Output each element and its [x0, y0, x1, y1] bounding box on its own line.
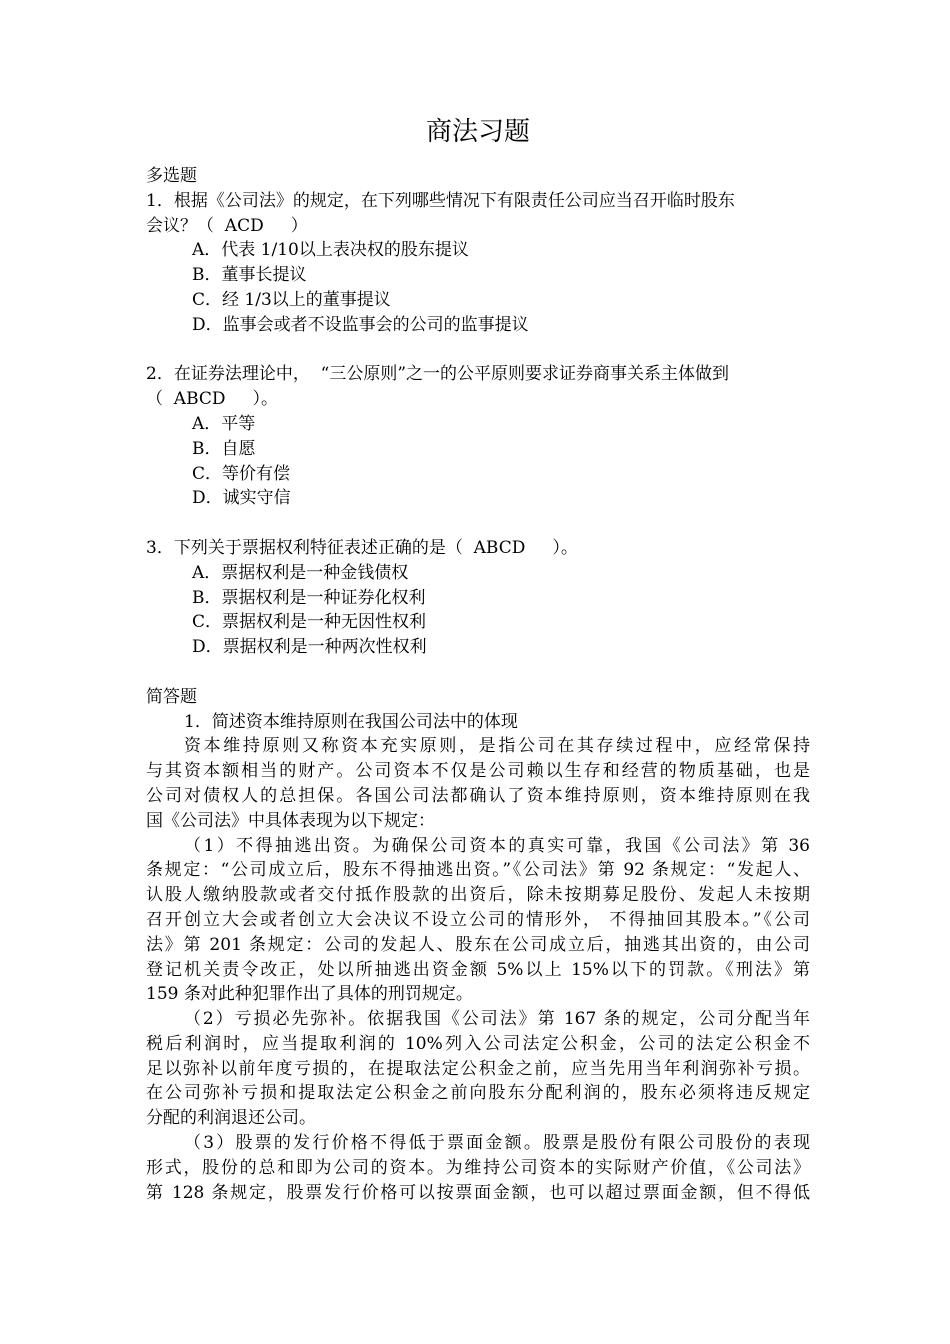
- answer-point-1-line: 条规定：“公司成立后，股东不得抽逃出资。”《公司法》第 92 条规定：“发起人、: [146, 860, 810, 881]
- question-1-option-b: B．董事长提议: [192, 265, 307, 286]
- answer-intro-line: 国《公司法》中具体表现为以下规定：: [146, 810, 435, 831]
- answer-intro-line: 与其资本额相当的财产。公司资本不仅是公司赖以生存和经营的物质基础，也是: [146, 761, 810, 782]
- question-2-option-c: C．等价有偿: [192, 463, 291, 484]
- question-2-stem: 2．在证券法理论中， “三公原则”之一的公平原则要求证券商事关系主体做到: [146, 364, 730, 385]
- question-1-stem-cont: 会议？（ ACD ）: [146, 215, 308, 236]
- question-2-option-b: B．自愿: [192, 438, 256, 459]
- answer-point-2-line: 税后利润时，应当提取利润的 10%列入公司法定公积金，公司的法定公积金不: [146, 1033, 810, 1054]
- question-2-option-a: A．平等: [192, 413, 256, 434]
- answer-point-2-line: （2）亏损必先弥补。依据我国《公司法》第 167 条的规定，公司分配当年: [184, 1009, 810, 1030]
- answer-intro-line: 公司对债权人的总担保。各国公司法都确认了资本维持原则，资本维持原则在我: [146, 785, 810, 806]
- question-1-option-c: C．经 1/3以上的董事提议: [192, 289, 391, 310]
- answer-point-1-line: 认股人缴纳股款或者交付抵作股款的出资后，除未按期募足股份、发起人未按期: [146, 885, 810, 906]
- answer-point-2-line: 足以弥补以前年度亏损的，在提取法定公积金之前，应当先用当年利润弥补亏损。: [146, 1058, 810, 1079]
- answer-point-3-line: 第 128 条规定，股票发行价格可以按票面金额，也可以超过票面金额，但不得低: [146, 1182, 810, 1203]
- answer-point-1-line: 召开创立大会或者创立大会决议不设立公司的情形外， 不得抽回其股本。”《公司: [146, 909, 810, 930]
- spacer: [146, 338, 810, 363]
- question-3-option-d: D．票据权利是一种两次性权利: [192, 637, 427, 658]
- question-1-stem: 1．根据《公司法》的规定，在下列哪些情况下有限责任公司应当召开临时股东: [146, 190, 735, 211]
- question-3-stem: 3．下列关于票据权利特征表述正确的是（ ABCD ）。: [146, 537, 578, 558]
- question-2-option-d: D．诚实守信: [192, 488, 291, 509]
- answer-point-2-line: 在公司弥补亏损和提取法定公积金之前向股东分配利润的，股东必须将违反规定: [146, 1083, 810, 1104]
- question-1-option-a: A．代表 1/10以上表决权的股东提议: [192, 240, 469, 261]
- short-answer-1-question: 1．简述资本维持原则在我国公司法中的体现: [184, 711, 518, 732]
- page-title: 商法习题: [425, 117, 530, 147]
- answer-point-1-line: （1）不得抽逃出资。为确保公司资本的真实可靠，我国《公司法》第 36: [184, 835, 810, 856]
- document-page: [146, 112, 810, 1205]
- section-heading-short-answer: 简答题: [146, 686, 197, 707]
- question-1-option-d: D．监事会或者不设监事会的公司的监事提议: [192, 314, 529, 335]
- question-3-option-a: A．票据权利是一种金钱债权: [192, 562, 409, 583]
- question-3-option-b: B．票据权利是一种证券化权利: [192, 587, 426, 608]
- answer-point-2-line: 分配的利润退还公司。: [146, 1108, 316, 1129]
- answer-point-1-line: 法》第 201 条规定：公司的发起人、股东在公司成立后，抽逃其出资的，由公司: [146, 934, 810, 955]
- answer-intro-line: 资本维持原则又称资本充实原则，是指公司在其存续过程中，应经常保持: [184, 736, 810, 757]
- spacer: [146, 511, 810, 536]
- answer-point-3-line: 形式，股份的总和即为公司的资本。为维持公司资本的实际财产价值，《公司法》: [146, 1157, 810, 1178]
- section-heading-multiple-choice: 多选题: [146, 166, 197, 186]
- answer-point-1-line: 159 条对此种犯罪作出了具体的刑罚规定。: [146, 984, 473, 1005]
- spacer: [146, 660, 810, 685]
- question-3-option-c: C．票据权利是一种无因性权利: [192, 612, 427, 633]
- answer-point-1-line: 登记机关责令改正，处以所抽逃出资金额 5%以上 15%以下的罚款。《刑法》第: [146, 959, 810, 980]
- question-2-stem-cont: （ ABCD ）。: [146, 389, 279, 410]
- answer-point-3-line: （3）股票的发行价格不得低于票面金额。股票是股份有限公司股份的表现: [184, 1133, 810, 1154]
